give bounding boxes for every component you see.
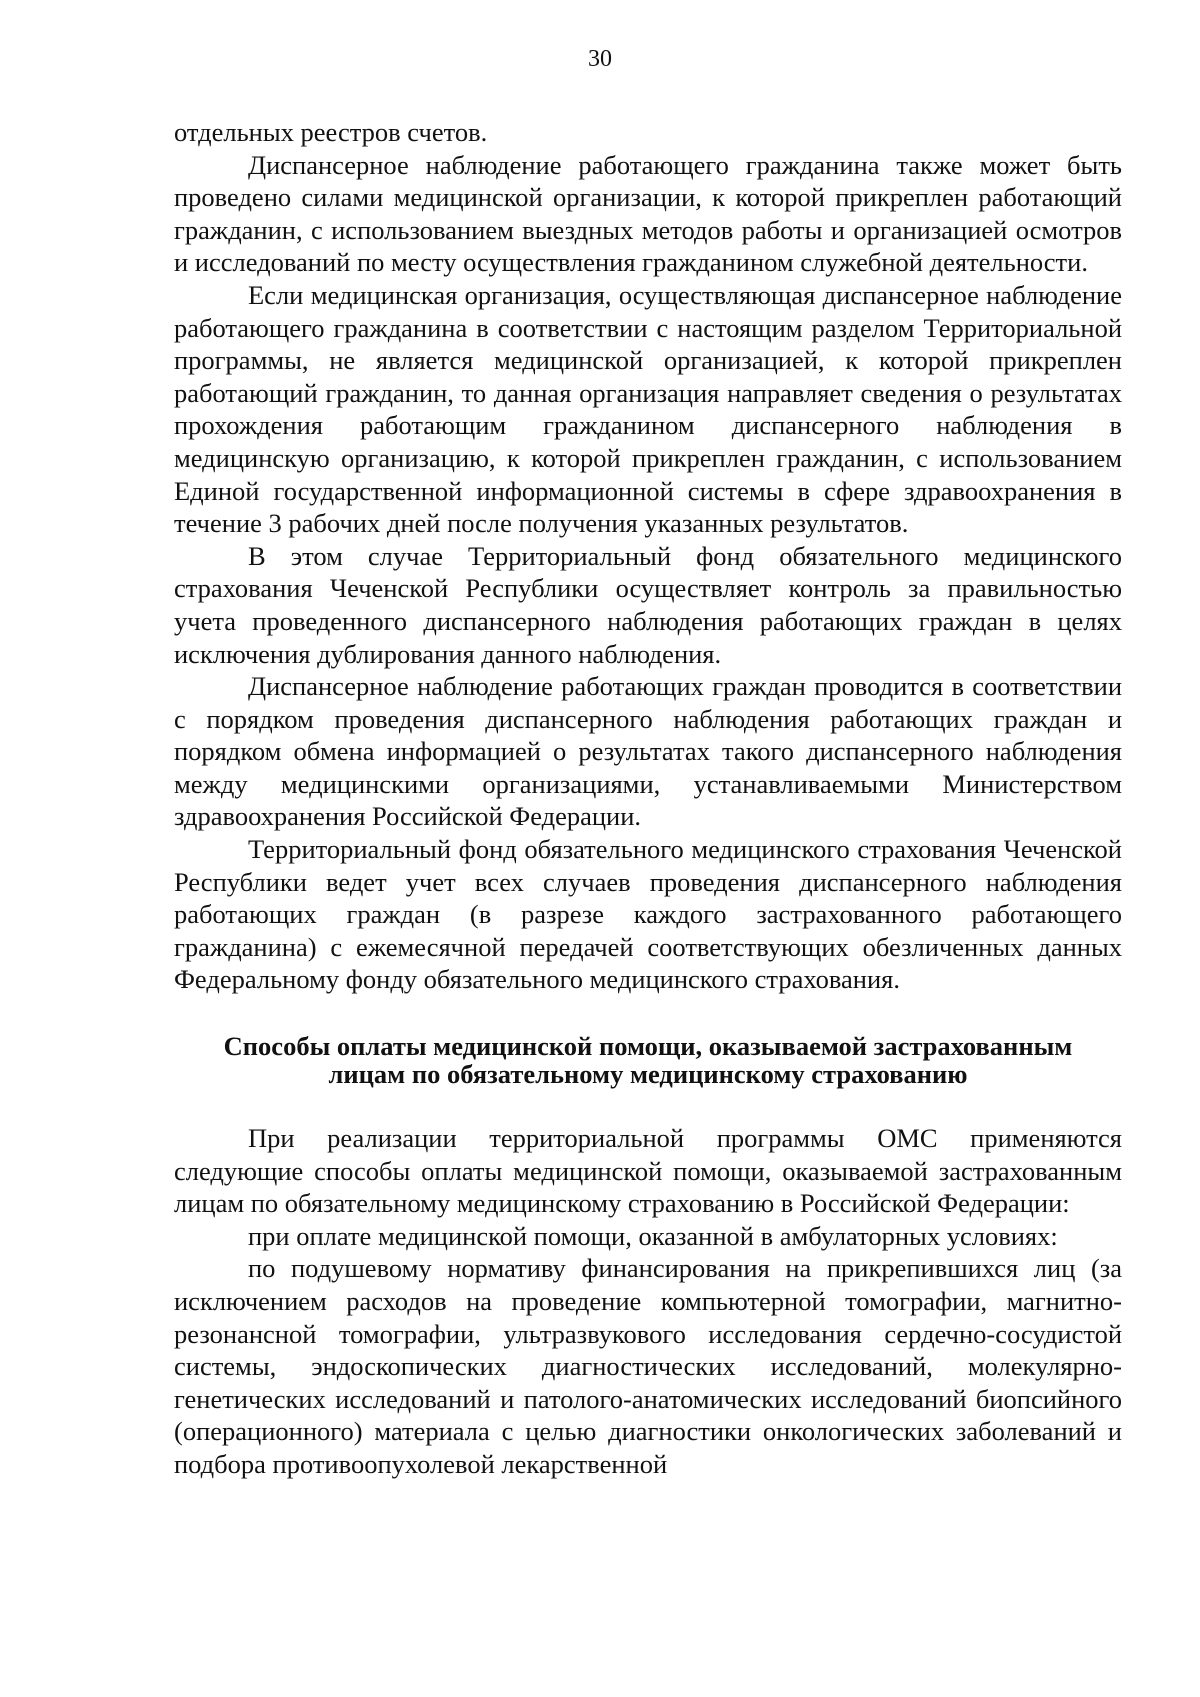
paragraph: Диспансерное наблюдение работающего гражданина также может быть проведено силами медицинской организации, к которой прикреплен работающий гражданин, с использованием выездных методов работы и организацией осмотров и исследований по месту осуществления гражданином служебной деятельности. [174, 149, 1122, 278]
paragraph: В этом случае Территориальный фонд обязательного медицинского страхования Чеченской Республики осуществляет контроль за правильностью учета проведенного диспансерного наблюдения работающих граждан в целях исключения дублирования данного наблюдения. [174, 540, 1122, 669]
document-body [174, 116, 1122, 1481]
section-heading-line: лицам по обязательному медицинскому страхованию [328, 1059, 968, 1090]
paragraph: по подушевому нормативу финансирования на прикрепившихся лиц (за исключением расходов на проведение компьютерной томографии, магнитно-резонансной томографии, ультразвукового исследования сердечно-сосудистой системы, эндоскопических диагностических исследований, молекулярно-генетических исследований и патолого-анатомических исследований биопсийного (операционного) материала с целью диагностики онкологических заболеваний и подбора противоопухолевой лекарственной [174, 1253, 1122, 1479]
section-heading [174, 1032, 1122, 1088]
paragraph: при оплате медицинской помощи, оказанной в амбулаторных условиях: [248, 1220, 1058, 1251]
paragraph: Территориальный фонд обязательного медицинского страхования Чеченской Республики ведет учет всех случаев проведения диспансерного наблюдения работающих граждан (в разрезе каждого застрахованного работающего гражданина) с ежемесячной передачей соответствующих обезличенных данных Федеральному фонду обязательного медицинского страхования. [174, 834, 1122, 995]
paragraph: Если медицинская организация, осуществляющая диспансерное наблюдение работающего гражданина в соответствии с настоящим разделом Территориальной программы, не является медицинской организацией, к которой прикреплен работающий гражданин, то данная организация направляет сведения о результатах прохождения работающим гражданином диспансерного наблюдения в медицинскую организацию, к которой прикреплен гражданин, с использованием Единой государственной информационной системы в сфере здравоохранения в течение 3 рабочих дней после получения указанных результатов. [174, 279, 1122, 539]
section-heading-line: Способы оплаты медицинской помощи, оказываемой застрахованным [223, 1031, 1073, 1062]
paragraph: При реализации территориальной программы ОМС применяются следующие способы оплаты медицинской помощи, оказываемой застрахованным лицам по обязательному медицинскому страхованию в Российской Федерации: [174, 1123, 1122, 1219]
page-number: 30 [588, 46, 612, 72]
paragraph: Диспансерное наблюдение работающих граждан проводится в соответствии с порядком проведения диспансерного наблюдения работающих граждан и порядком обмена информацией о результатах такого диспансерного наблюдения между медицинскими организациями, устанавливаемыми Министерством здравоохранения Российской Федерации. [174, 671, 1122, 832]
paragraph: отдельных реестров счетов. [174, 117, 488, 147]
